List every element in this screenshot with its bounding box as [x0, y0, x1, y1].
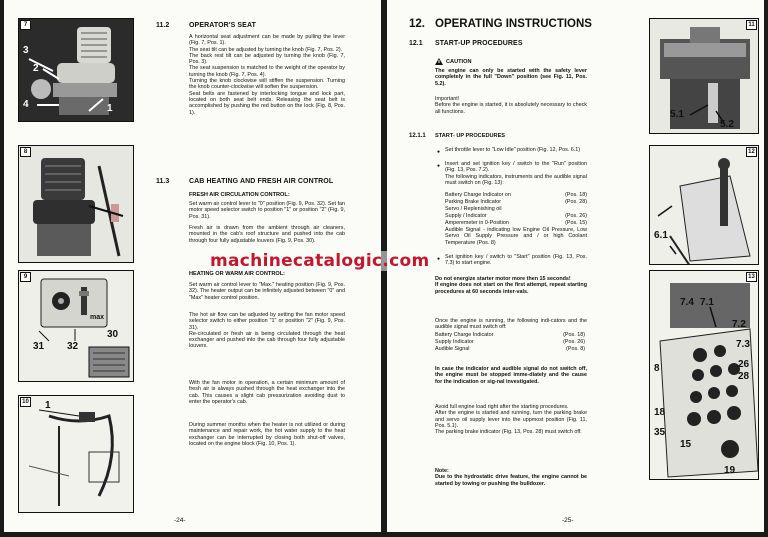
heater-controls-illustration	[19, 271, 134, 382]
callout-label: 19	[724, 465, 736, 476]
callout-label: 32	[67, 341, 79, 352]
right-page	[387, 0, 764, 532]
indicator-row	[445, 192, 587, 198]
warning-text: Do not energize starter motor more then 15 seconds! If engine does not start on the first attempt, repeat starting procedures at 60 seconds inter-vals.	[435, 276, 587, 295]
caution-text: The engine can only be started with the safety lever completely in the full "Down" position (see Fig. 11, Pos. 5.2).	[435, 68, 587, 87]
indicator-row	[445, 220, 587, 226]
subsection-number: 12.1.1	[409, 133, 426, 139]
warning-text: In case the indicator and audible signal do not switch off, the engine must be stopped imme-diately and the cause for the indication or sig-nal investigated.	[435, 366, 587, 385]
figure-number: 8	[20, 147, 31, 157]
section-number: 11.2	[156, 22, 170, 29]
callout-label: 4	[23, 99, 29, 110]
indicator-pos: (Pos. 28)	[565, 199, 587, 205]
section-title: CAB HEATING AND FRESH AIR CONTROL	[189, 178, 334, 185]
paragraph: Set warm air control lever to "0" position (Fig. 9, Pos. 32). Set fan motor speed selector switch to position "1" or position "2" (Fig. 9, Pos. 31).	[189, 201, 345, 220]
callout-label: 7.4	[680, 297, 694, 308]
subsection-title: FRESH AIR CIRCULATION CONTROL:	[189, 192, 290, 198]
indicator-name: Amperemeter in 0-Position	[445, 220, 509, 226]
watermark: machinecatalogic.com	[210, 251, 430, 271]
engine-valves-illustration	[19, 396, 134, 513]
callout-label: 15	[680, 439, 692, 450]
indicator-pos: (Pos. 18)	[563, 332, 585, 338]
indicator-name: Battery Charge Indicator	[435, 332, 494, 338]
note-text: Note: Due to the hydrostatic drive feature, the engine cannot be started by towing or pushing the bulldozer.	[435, 468, 587, 487]
seat-belt-illustration	[19, 146, 134, 263]
section-body: A horizontal seat adjustment can be made by pulling the lever (Fig. 7, Pos. 1). The seat tilt can be adjusted by turning the knob (Fig. 7, Pos. 2). The back rest tilt can be adjusted by turning the knob (Fig. 7, Pos. 3). The seat suspension is matched to the weight of the operator by turning the knob (Fig. 7, Pos. 4). Turning the knob clockwise will stiffen the suspension. Turning the knob counter-clockwise will soften the suspension. Seat belts are fastened by interlocking tongue and lock part, located on both seat belt ends. Releasing the seat belt is accomplished by pushing the red button on the lock (Fig. 8, Pos. 1).	[189, 34, 345, 116]
indicator-pos: (Pos. 8)	[566, 346, 585, 352]
callout-label: 5.2	[720, 119, 734, 130]
caution-label: CAUTION	[446, 59, 472, 65]
indicator-name: Supply / Indicator	[445, 213, 487, 219]
indicator-row	[445, 206, 587, 212]
safety-lever-illustration	[650, 19, 759, 134]
chapter-number: 12.	[409, 18, 425, 30]
indicator-name: Supply Indicator	[435, 339, 474, 345]
step-text: Insert and set ignition key / switch to the "Run" position (Fig. 13, Pos. 7.2). The following indicators, instruments and the audible signal must switch on (Fig. 13):	[445, 161, 587, 186]
important-note: Important! Before the engine is started, it is absolutely necessary to check all functions.	[435, 96, 587, 115]
paragraph: During summer months when the heater is not utilized or during maintenance and repair work, the hot water supply to the heat exchanger can be interrupted by closing both shut-off valves, located on the engine block (Fig. 10, Pos. 1).	[189, 422, 345, 447]
warning-triangle-icon	[435, 58, 443, 65]
figure-9-heater-controls	[18, 270, 134, 382]
section-title: OPERATOR'S SEAT	[189, 22, 256, 29]
paragraph: The hot air flow can be adjusted by setting the fan motor speed selector switch to either position "1" or position "2" (Fig. 9, Pos. 31). Re-circulated or fresh air is being circulated through the heat exchanger and pushed into the cab through four fully adjustable louvers.	[189, 312, 345, 350]
figure-12-throttle-lever	[649, 145, 759, 265]
figure-number: 10	[20, 397, 31, 407]
callout-label: 28	[738, 371, 750, 382]
callout-label: 7.2	[732, 319, 746, 330]
subsection-title: START- UP PROCEDURES	[435, 133, 506, 139]
paragraph: Avoid full engine load right after the starting procedures. After the engine is started and running, turn the parking brake and servo oil supply lever into the uppmost position (Fig. 11, Pos. 5.1). The parking brake indicator (Fig. 13, Pos. 28) must switch off.	[435, 404, 587, 436]
figure-number: 11	[746, 20, 757, 30]
paragraph: With the fan motor in operation, a certain minimum amount of fresh air is always pushed through the heat exchanger into the cab. This causes a slight cab pressurization avoiding dust to enter the operator's cab.	[189, 380, 345, 405]
callout-label: 18	[654, 407, 666, 418]
figure-number: 12	[746, 147, 757, 157]
dial-max-label: max	[90, 314, 105, 321]
throttle-lever-illustration	[650, 146, 759, 265]
callout-label: 5.1	[670, 109, 684, 120]
bullet-icon: ●	[437, 163, 441, 169]
indicator-row	[435, 346, 585, 352]
paragraph: Once the engine is running, the following indi-cators and the audible signal must switch off:	[435, 318, 587, 331]
section-number: 12.1	[409, 40, 423, 47]
callout-label: 1	[107, 103, 113, 114]
callout-label: 8	[654, 363, 660, 374]
indicator-pos: (Pos. 15)	[565, 220, 587, 226]
subsection-title: HEATING OR WARM AIR CONTROL:	[189, 271, 286, 277]
figure-10-shutoff-valves	[18, 395, 134, 513]
indicator-name: Parking Brake Indicator	[445, 199, 502, 205]
chapter-title: OPERATING INSTRUCTIONS	[435, 18, 592, 30]
section-title: START-UP PROCEDURES	[435, 40, 523, 47]
paragraph: Set warm air control lever to "Max." heating position (Fig. 9, Pos. 32). The heater output can be infinitely adjusted between "0" and "Max" heater control position.	[189, 282, 345, 301]
indicator-row	[435, 339, 585, 345]
step-text: Set ignition key / switch to "Start" position (Fig. 13, Pos. 7.3) to start engine.	[445, 254, 587, 267]
callout-label: 7.3	[736, 339, 750, 350]
callout-label: 35	[654, 427, 666, 438]
indicator-pos: (Pos. 26)	[565, 213, 587, 219]
callout-label: 1	[45, 400, 51, 411]
paragraph: Fresh air is drawn from the ambient through air cleaners, mounted in the cab's roof structure and pushed into the cab through four fully adjustable louvers (Fig. 9, Pos. 30).	[189, 225, 345, 244]
figure-11-safety-lever	[649, 18, 759, 134]
figure-13-instrument-panel	[649, 270, 759, 480]
callout-label: 7.1	[700, 297, 714, 308]
callout-label: 26	[738, 359, 750, 370]
callout-label: 2	[33, 63, 39, 74]
section-number: 11.3	[156, 178, 170, 185]
indicator-pos: (Pos. 26)	[563, 339, 585, 345]
figure-number: 13	[746, 272, 757, 282]
indicator-row	[445, 199, 587, 205]
figure-number: 7	[20, 20, 31, 30]
page-number: -24-	[174, 517, 186, 524]
step-text: Set throttle lever to "Low Idle" position (Fig. 12, Pos. 6.1)	[445, 147, 581, 153]
figure-number: 9	[20, 272, 31, 282]
indicator-name: Battery Charge Indicator on	[445, 192, 511, 198]
indicator-name: Audible Signal	[435, 346, 470, 352]
indicator-pos: (Pos. 18)	[565, 192, 587, 198]
indicator-name: Servo / Replenishing oil	[445, 206, 502, 212]
audible-signal-text: Audible Signal - indicating low Engine Oil Pressure, Low Servo Oil Supply Pressure and / or high Coolant Temperature (Pos. 8)	[445, 227, 587, 246]
bullet-icon: ●	[437, 256, 441, 262]
indicator-row	[435, 332, 585, 338]
figure-8-seat-belt	[18, 145, 134, 263]
callout-label: 31	[33, 341, 45, 352]
bullet-icon: ●	[437, 149, 441, 155]
figure-7-seat-adjustment	[18, 18, 134, 122]
callout-label: 30	[107, 329, 119, 340]
callout-label: 3	[23, 45, 29, 56]
page-number: -25-	[562, 517, 574, 524]
callout-label: 6.1	[654, 230, 668, 241]
indicator-row	[445, 213, 587, 219]
